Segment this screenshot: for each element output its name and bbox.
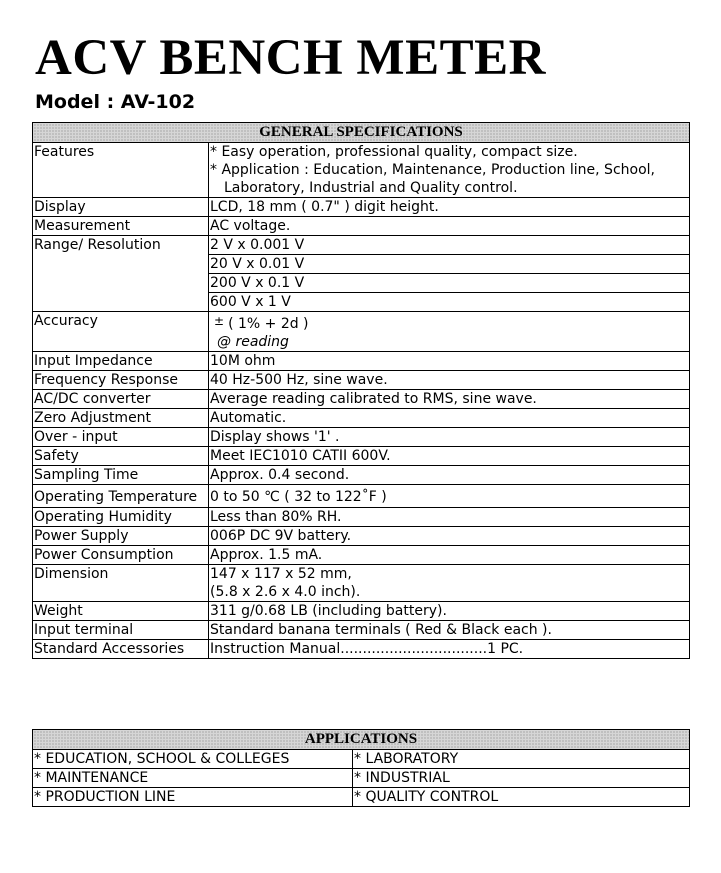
- spec-row-safety: [33, 447, 690, 466]
- spec-value: 40 Hz-500 Hz, sine wave.: [209, 371, 690, 390]
- spec-value: 10M ohm: [209, 352, 690, 371]
- application-row: [33, 750, 690, 769]
- features-line: * Easy operation, professional quality, compact size.: [210, 144, 578, 160]
- accuracy-value: ( 1% + 2d ): [228, 316, 309, 332]
- spec-label: Sampling Time: [33, 466, 209, 485]
- spec-row-operating-temperature: [33, 485, 690, 508]
- spec-label: Range/ Resolution: [33, 236, 209, 312]
- applications-table: [32, 729, 690, 807]
- application-row: [33, 769, 690, 788]
- spec-value: 311 g/0.68 LB (including battery).: [209, 602, 690, 621]
- application-row: [33, 788, 690, 807]
- spec-value: [209, 143, 690, 198]
- spec-label: AC/DC converter: [33, 390, 209, 409]
- spec-row-power-consumption: [33, 546, 690, 565]
- applications-heading-row: [33, 730, 690, 750]
- spec-value: 0 to 50 ℃ ( 32 to 122˚F ): [209, 485, 690, 508]
- spec-label: Dimension: [33, 565, 209, 602]
- specs-heading: GENERAL SPECIFICATIONS: [33, 123, 690, 143]
- spec-label: Power Consumption: [33, 546, 209, 565]
- features-line: Laboratory, Industrial and Quality control.: [224, 180, 518, 196]
- spec-value: Instruction Manual.................................1 PC.: [209, 640, 690, 659]
- application-item: * MAINTENANCE: [33, 769, 353, 788]
- spec-value: 200 V x 0.1 V: [209, 274, 690, 293]
- spec-label: Display: [33, 198, 209, 217]
- dimension-metric: 147 x 117 x 52 mm,: [210, 566, 352, 582]
- spec-value: 2 V x 0.001 V: [209, 236, 690, 255]
- features-line: * Application : Education, Maintenance, Production line, School,: [210, 162, 655, 178]
- spec-row-dimension: [33, 565, 690, 602]
- specifications-table: [32, 122, 690, 659]
- application-item: * EDUCATION, SCHOOL & COLLEGES: [33, 750, 353, 769]
- spec-label: Safety: [33, 447, 209, 466]
- model-number: Model : AV-102: [35, 91, 196, 113]
- spec-row-range: [33, 236, 690, 255]
- spec-row-measurement: [33, 217, 690, 236]
- spec-label: Over - input: [33, 428, 209, 447]
- spec-value: 006P DC 9V battery.: [209, 527, 690, 546]
- spec-row-operating-humidity: [33, 508, 690, 527]
- spec-value: 20 V x 0.01 V: [209, 255, 690, 274]
- spec-value: Standard banana terminals ( Red & Black each ).: [209, 621, 690, 640]
- spec-row-input-terminal: [33, 621, 690, 640]
- spec-row-weight: [33, 602, 690, 621]
- spec-label: Input terminal: [33, 621, 209, 640]
- application-item: * PRODUCTION LINE: [33, 788, 353, 807]
- spec-value: [209, 565, 690, 602]
- spec-row-display: [33, 198, 690, 217]
- dimension-imperial: (5.8 x 2.6 x 4.0 inch).: [210, 584, 361, 600]
- application-item: * QUALITY CONTROL: [353, 788, 690, 807]
- spec-row-acdc-converter: [33, 390, 690, 409]
- spec-row-features: [33, 143, 690, 198]
- applications-heading: APPLICATIONS: [33, 730, 690, 750]
- spec-value: Meet IEC1010 CATII 600V.: [209, 447, 690, 466]
- spec-label: Accuracy: [33, 312, 209, 352]
- spec-label: Operating Humidity: [33, 508, 209, 527]
- spec-label: Weight: [33, 602, 209, 621]
- spec-label: Input Impedance: [33, 352, 209, 371]
- spec-value: Approx. 1.5 mA.: [209, 546, 690, 565]
- spec-value: LCD, 18 mm ( 0.7" ) digit height.: [209, 198, 690, 217]
- plus-minus-symbol: ±: [214, 314, 225, 328]
- spec-label: Measurement: [33, 217, 209, 236]
- spec-value: [209, 312, 690, 352]
- specs-heading-row: [33, 123, 690, 143]
- spec-row-power-supply: [33, 527, 690, 546]
- spec-label: Operating Temperature: [33, 485, 209, 508]
- spec-row-input-impedance: [33, 352, 690, 371]
- spec-value: Less than 80% RH.: [209, 508, 690, 527]
- spec-label: Features: [33, 143, 209, 198]
- spec-value: Display shows '1' .: [209, 428, 690, 447]
- spec-row-frequency-response: [33, 371, 690, 390]
- spec-value: AC voltage.: [209, 217, 690, 236]
- spec-value: Average reading calibrated to RMS, sine wave.: [209, 390, 690, 409]
- spec-row-over-input: [33, 428, 690, 447]
- page-title: ACV BENCH METER: [35, 30, 546, 86]
- accuracy-note: @ reading: [217, 334, 289, 350]
- spec-value: Approx. 0.4 second.: [209, 466, 690, 485]
- spec-label: Standard Accessories: [33, 640, 209, 659]
- application-item: * INDUSTRIAL: [353, 769, 690, 788]
- spec-row-standard-accessories: [33, 640, 690, 659]
- spec-label: Zero Adjustment: [33, 409, 209, 428]
- spec-label: Frequency Response: [33, 371, 209, 390]
- spec-row-accuracy: [33, 312, 690, 352]
- spec-label: Power Supply: [33, 527, 209, 546]
- spec-value: Automatic.: [209, 409, 690, 428]
- spec-row-sampling-time: [33, 466, 690, 485]
- spec-value: 600 V x 1 V: [209, 293, 690, 312]
- application-item: * LABORATORY: [353, 750, 690, 769]
- spec-row-zero-adjustment: [33, 409, 690, 428]
